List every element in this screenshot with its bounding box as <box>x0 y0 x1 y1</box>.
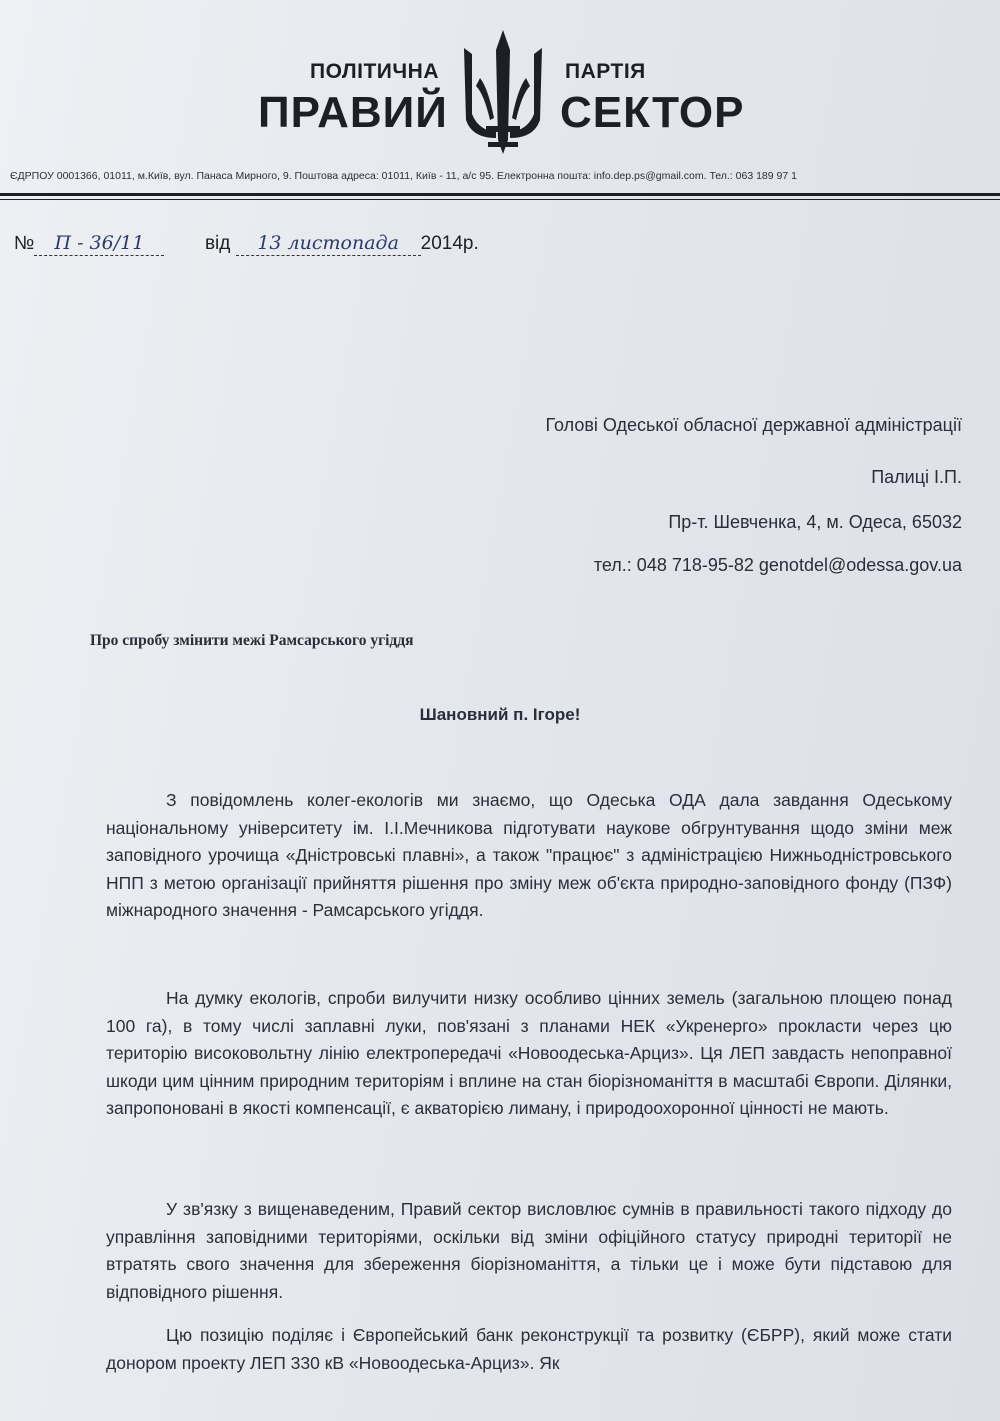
letter-greeting: Шановний п. Ігоре! <box>419 705 581 724</box>
letterhead-political: ПОЛІТИЧНА <box>310 60 439 83</box>
body-paragraph-1: З повідомлень колег-екологів ми знаємо, що Одеська ОДА дала завдання Одеському національному університету ім. І.І.Мечникова підготувати наукове обгрунтування щодо зміни меж заповідного урочища «Дністровські плавні», а також "працює" з адміністрацією Нижньодністровського НПП з метою організації прийняття рішення про зміну меж об'єкта природно-заповідного фонду (ПЗФ) міжнародного значення - Рамсарського угіддя. <box>106 790 952 920</box>
letterhead-pravyi: ПРАВИЙ <box>258 88 448 137</box>
number-value: П - 36/11 <box>54 232 145 254</box>
date-label: від <box>204 233 231 254</box>
body-paragraph-2: На думку екологів, спроби вилучити низку особливо цінних земель (загальною площею понад 100 га), в тому числі заплавні луки, пов'язані з планами НЕК «Укренерго» прокласти через цю територію високовольтну лінію електропередачі «Новоодеська-Арциз». Ця ЛЕП завдасть непоправної шкоди цим цінним природним територіям і вплине на стан біорізноманіття в масштабі Європи. Ділянки, запропоновані в якості компенсації, є акваторією лиману, і природоохоронної цінності не мають. <box>106 988 952 1118</box>
body-paragraph-4: Цю позицію поділяє і Європейський банк реконструкції та розвитку (ЄБРР), який може стати донором проекту ЛЕП 330 кВ «Новоодеська-Арциз». Як <box>106 1325 952 1373</box>
number-field <box>34 232 164 256</box>
addressee-contacts: тел.: 048 718-95-82 genotdel@odessa.gov.ua <box>593 555 962 575</box>
letterhead-contact-line: ЄДРПОУ 0001366, 01011, м.Київ, вул. Панаса Мирного, 9. Поштова адреса: 01011, Київ - 11, а/с 95. Електронна пошта: info.dep.ps@gmail.com. Тел.: 063 189 97 1 <box>10 170 797 182</box>
trident-emblem-icon <box>458 28 548 162</box>
letter-subject: Про спробу змінити межі Рамсарського угіддя <box>90 632 414 649</box>
addressee-title: Голові Одеської обласної державної адміністрації <box>545 415 962 435</box>
date-value: 13 листопада <box>257 232 399 254</box>
header-divider <box>0 193 1000 196</box>
number-label: № <box>14 233 35 254</box>
letterhead-party: ПАРТІЯ <box>565 60 646 83</box>
body-paragraph-3: У зв'язку з вищенаведеним, Правий сектор висловлює сумнів в правильності такого підходу до управління заповідними територіями, оскільки від зміни офіційного статусу природні території не втратять свого значення для збереження біорізноманіття, а тільки це і може бути підставою для відповідного рішення. <box>106 1199 952 1302</box>
date-field <box>236 232 421 256</box>
letterhead-sektor: СЕКТОР <box>560 88 745 137</box>
addressee-name: Палиці І.П. <box>871 467 962 487</box>
registration-line <box>14 232 479 256</box>
header-divider-thin <box>0 199 1000 200</box>
year-text: 2014р. <box>420 233 479 254</box>
addressee-address: Пр-т. Шевченка, 4, м. Одеса, 65032 <box>668 512 962 532</box>
